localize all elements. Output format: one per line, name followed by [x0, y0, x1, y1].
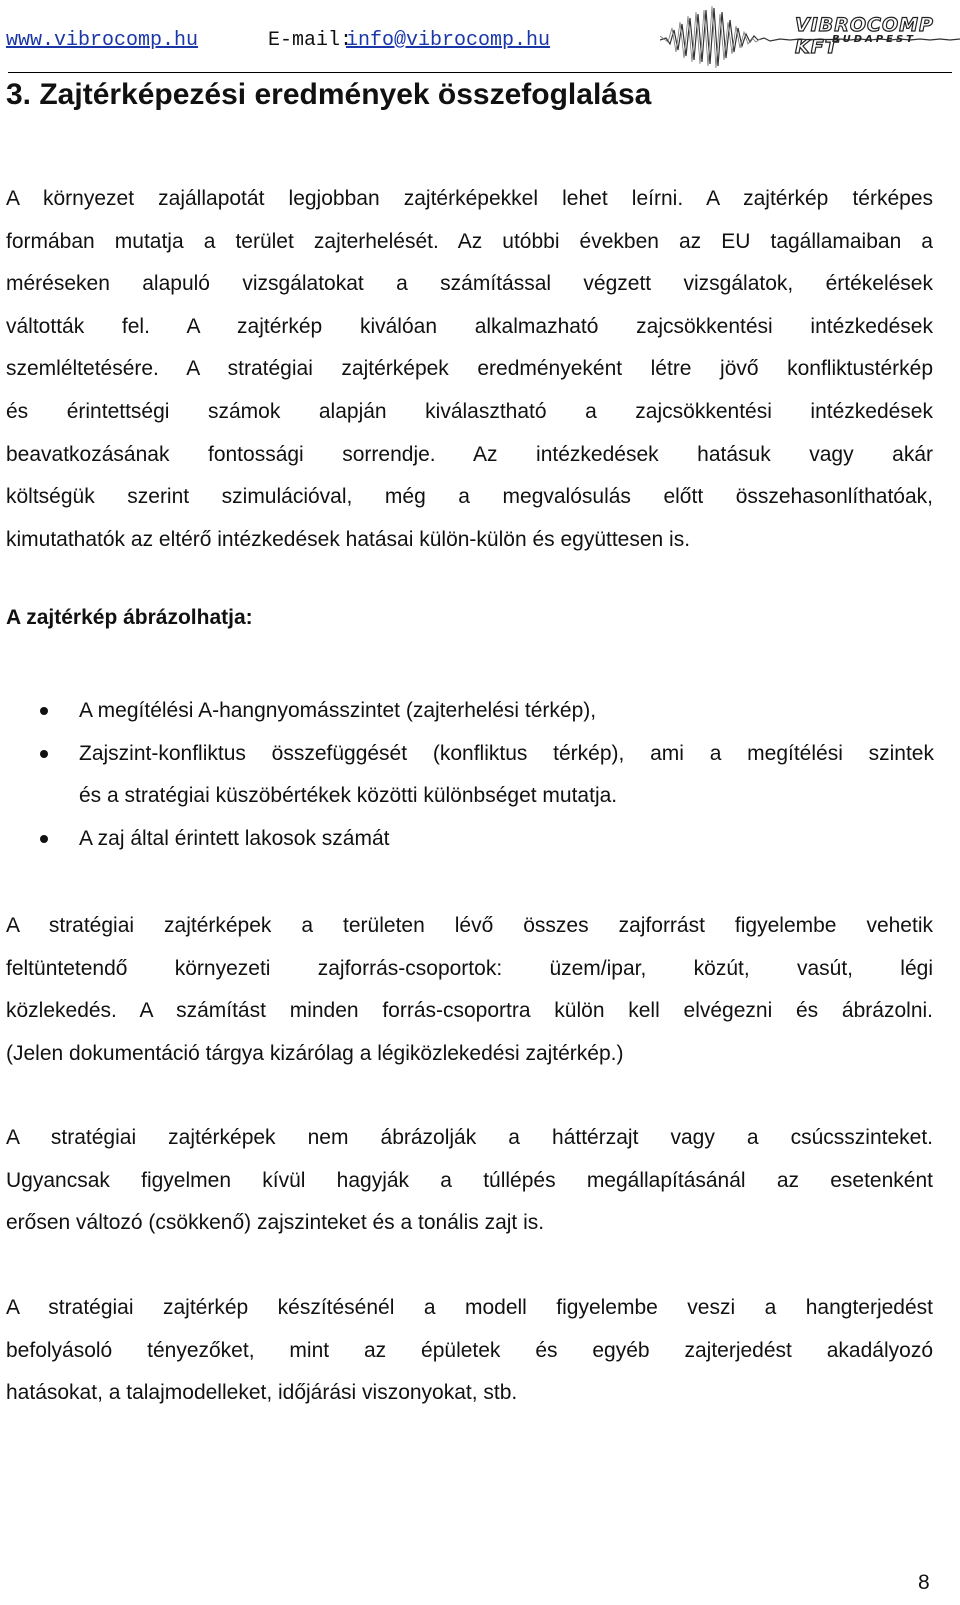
text-line: Ugyancsak figyelmen kívül hagyják a túllépés megállapításánál az esetenként — [6, 1168, 933, 1192]
logo-text: VIBROCOMP KFT — [795, 14, 934, 58]
text-line: beavatkozásának fontossági sorrendje. Az intézkedések hatásuk vagy akár — [6, 442, 933, 466]
text-line: költségük szerint szimulációval, még a megvalósulás előtt összehasonlíthatóak, — [6, 485, 933, 509]
text-line: A stratégiai zajtérkép készítésénél a modell figyelembe veszi a hangterjedést — [6, 1296, 933, 1319]
text-line: kimutathatók az eltérő intézkedések hatásai külön-külön és együttesen is. — [6, 527, 691, 551]
bullet-icon — [40, 750, 48, 758]
bullet-list — [0, 690, 940, 860]
paragraph-limits — [6, 1117, 933, 1245]
text-line: feltüntetendő környezeti zajforrás-csoportok: üzem/ipar, közút, vasút, légi — [6, 956, 933, 980]
logo-subtext: BUDAPEST — [832, 34, 916, 45]
text-line: szemléltetésére. A stratégiai zajtérképek eredményeként létre jövő konfliktustérkép — [6, 357, 933, 381]
list-item — [0, 690, 940, 733]
list-item — [0, 733, 940, 818]
text-line: Zajszint-konfliktus összefüggését (konfliktus térkép), ami a megítélési szintek — [79, 741, 934, 765]
text-line: A stratégiai zajtérképek nem ábrázolják a háttérzajt vagy a csúcsszinteket. — [6, 1126, 933, 1149]
text-line: A stratégiai zajtérképek a területen lévő összes zajforrást figyelembe vehetik — [6, 914, 933, 937]
text-line: váltották fel. A zajtérkép kiválóan alkalmazható zajcsökkentési intézkedések — [6, 314, 933, 338]
text-line: hatásokat, a talajmodelleket, időjárási viszonyokat, stb. — [6, 1381, 518, 1405]
paragraph-intro — [6, 178, 933, 561]
bullet-icon — [40, 707, 48, 715]
header-divider — [8, 72, 952, 73]
list-item — [0, 818, 940, 861]
vibrocomp-logo — [660, 0, 960, 72]
paragraph-sources — [6, 905, 933, 1075]
text-line: befolyásoló tényezőket, mint az épületek és egyéb zajterjedést akadályozó — [6, 1338, 933, 1362]
email-label: E-mail: — [268, 29, 353, 52]
text-line: közlekedés. A számítást minden forrás-csoportra külön kell elvégezni és ábrázolni. — [6, 999, 933, 1023]
text-line: A megítélési A-hangnyomásszintet (zajterhelési térkép), — [79, 699, 597, 722]
text-line: formában mutatja a terület zajterhelését. Az utóbbi években az EU tagállamaiban a — [6, 229, 933, 253]
page-header — [0, 0, 960, 80]
email-link[interactable]: info@vibrocomp.hu — [346, 29, 551, 52]
text-line: méréseken alapuló vizsgálatokat a számítással végzett vizsgálatok, értékelések — [6, 272, 933, 296]
text-line: (Jelen dokumentáció tárgya kizárólag a légiközlekedési zajtérkép.) — [6, 1041, 624, 1065]
text-line: és érintettségi számok alapján kiválasztható a zajcsökkentési intézkedések — [6, 399, 933, 423]
text-line: A zaj által érintett lakosok számát — [79, 826, 390, 850]
website-link[interactable]: www.vibrocomp.hu — [6, 29, 199, 52]
text-line: erősen változó (csökkenő) zajszinteket és a tonális zajt is. — [6, 1211, 545, 1235]
subheading: A zajtérkép ábrázolhatja: — [6, 606, 253, 629]
bullet-icon — [40, 835, 48, 843]
text-line: és a stratégiai küszöbértékek közötti különbséget mutatja. — [79, 784, 618, 808]
paragraph-model — [6, 1287, 933, 1415]
text-line: A környezet zajállapotát legjobban zajtérképekkel lehet leírni. A zajtérkép térképes — [6, 187, 933, 210]
page-number: 8 — [918, 1571, 930, 1594]
section-title: 3. Zajtérképezési eredmények összefoglalása — [6, 78, 652, 111]
